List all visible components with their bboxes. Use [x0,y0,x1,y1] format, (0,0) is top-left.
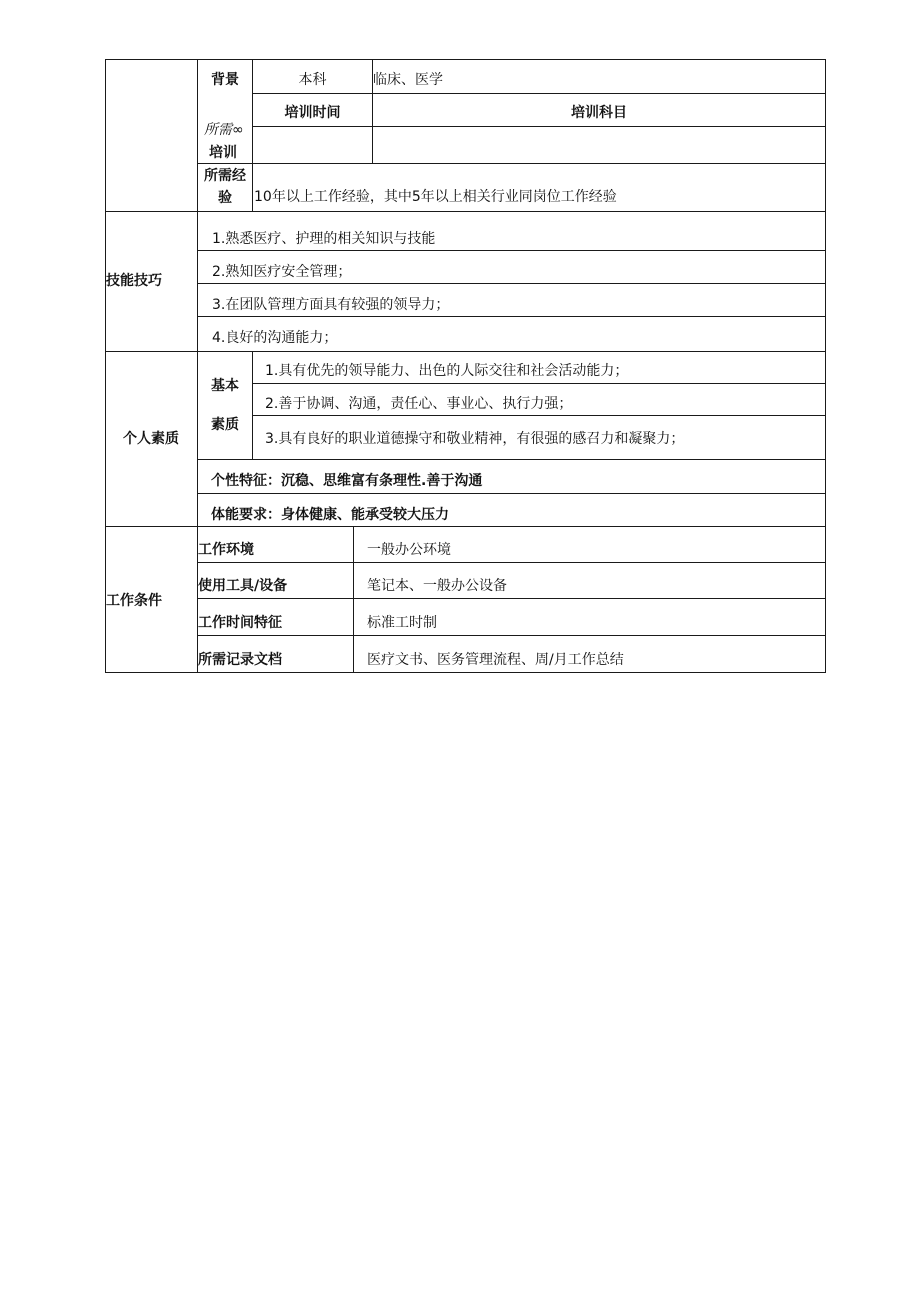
training-label-bottom: 培训 [209,145,237,161]
training-time-header: 培训时间 [284,105,341,121]
row-divider [252,383,826,384]
condition-key: 工作时间特征 [198,615,282,631]
row-divider [252,126,826,127]
column-divider [252,351,253,459]
section-divider [105,526,826,527]
row-divider [197,283,826,284]
skill-item: 2.熟知医疗安全管理； [212,264,352,280]
row-divider [197,316,826,317]
basic-quality-label-top: 基本 [211,378,239,394]
basic-quality-item: 3.具有良好的职业道德操守和敬业精神，有很强的感召力和凝聚力； [265,431,685,447]
skill-item: 3.在团队管理方面具有较强的领导力； [212,297,450,313]
condition-key: 所需记录文档 [198,652,282,668]
training-label-top: 所需∞ [204,122,244,138]
row-divider [197,493,826,494]
personal-label: 个人素质 [123,431,179,447]
condition-value: 标准工时制 [367,615,437,631]
education-label: 背景 [211,72,239,88]
experience-label-top: 所需经 [204,168,246,184]
row-divider [252,93,826,94]
skill-item: 4.良好的沟通能力； [212,330,338,346]
column-divider [353,526,354,673]
personality-trait: 个性特征：沉稳、思维富有条理性.善于沟通 [211,473,483,489]
row-divider [197,459,826,460]
table-border-right [825,59,826,673]
training-subject-header: 培训科目 [571,105,627,121]
education-major: 临床、医学 [373,72,443,88]
row-divider [197,598,826,599]
experience-value: 10年以上工作经验，其中5年以上相关行业同岗位工作经验 [254,189,617,205]
physical-requirement: 体能要求：身体健康、能承受较大压力 [211,507,449,523]
section-divider [105,211,826,212]
row-divider [197,635,826,636]
condition-key: 工作环境 [198,542,254,558]
row-divider [197,250,826,251]
condition-key: 使用工具/设备 [198,578,288,594]
condition-value: 笔记本、一般办公设备 [367,578,507,594]
table-border-top [105,59,826,60]
column-divider [252,163,253,211]
basic-quality-item: 2.善于协调、沟通，责任心、事业心、执行力强； [265,396,573,412]
basic-quality-label-bottom: 素质 [211,417,239,433]
experience-label-bottom: 验 [218,190,232,206]
skills-label: 技能技巧 [106,273,162,289]
row-divider [197,562,826,563]
skill-item: 1.熟悉医疗、护理的相关知识与技能 [212,231,436,247]
condition-value: 医疗文书、医务管理流程、周/月工作总结 [367,652,624,668]
basic-quality-item: 1.具有优先的领导能力、出色的人际交往和社会活动能力； [265,363,629,379]
education-degree: 本科 [298,72,327,88]
section-divider [105,351,826,352]
job-requirements-table [105,59,826,673]
row-divider [197,163,826,164]
condition-value: 一般办公环境 [367,542,451,558]
conditions-label: 工作条件 [106,593,162,609]
row-divider [252,415,826,416]
table-border-bottom [105,672,826,673]
table-border-left [105,59,106,673]
